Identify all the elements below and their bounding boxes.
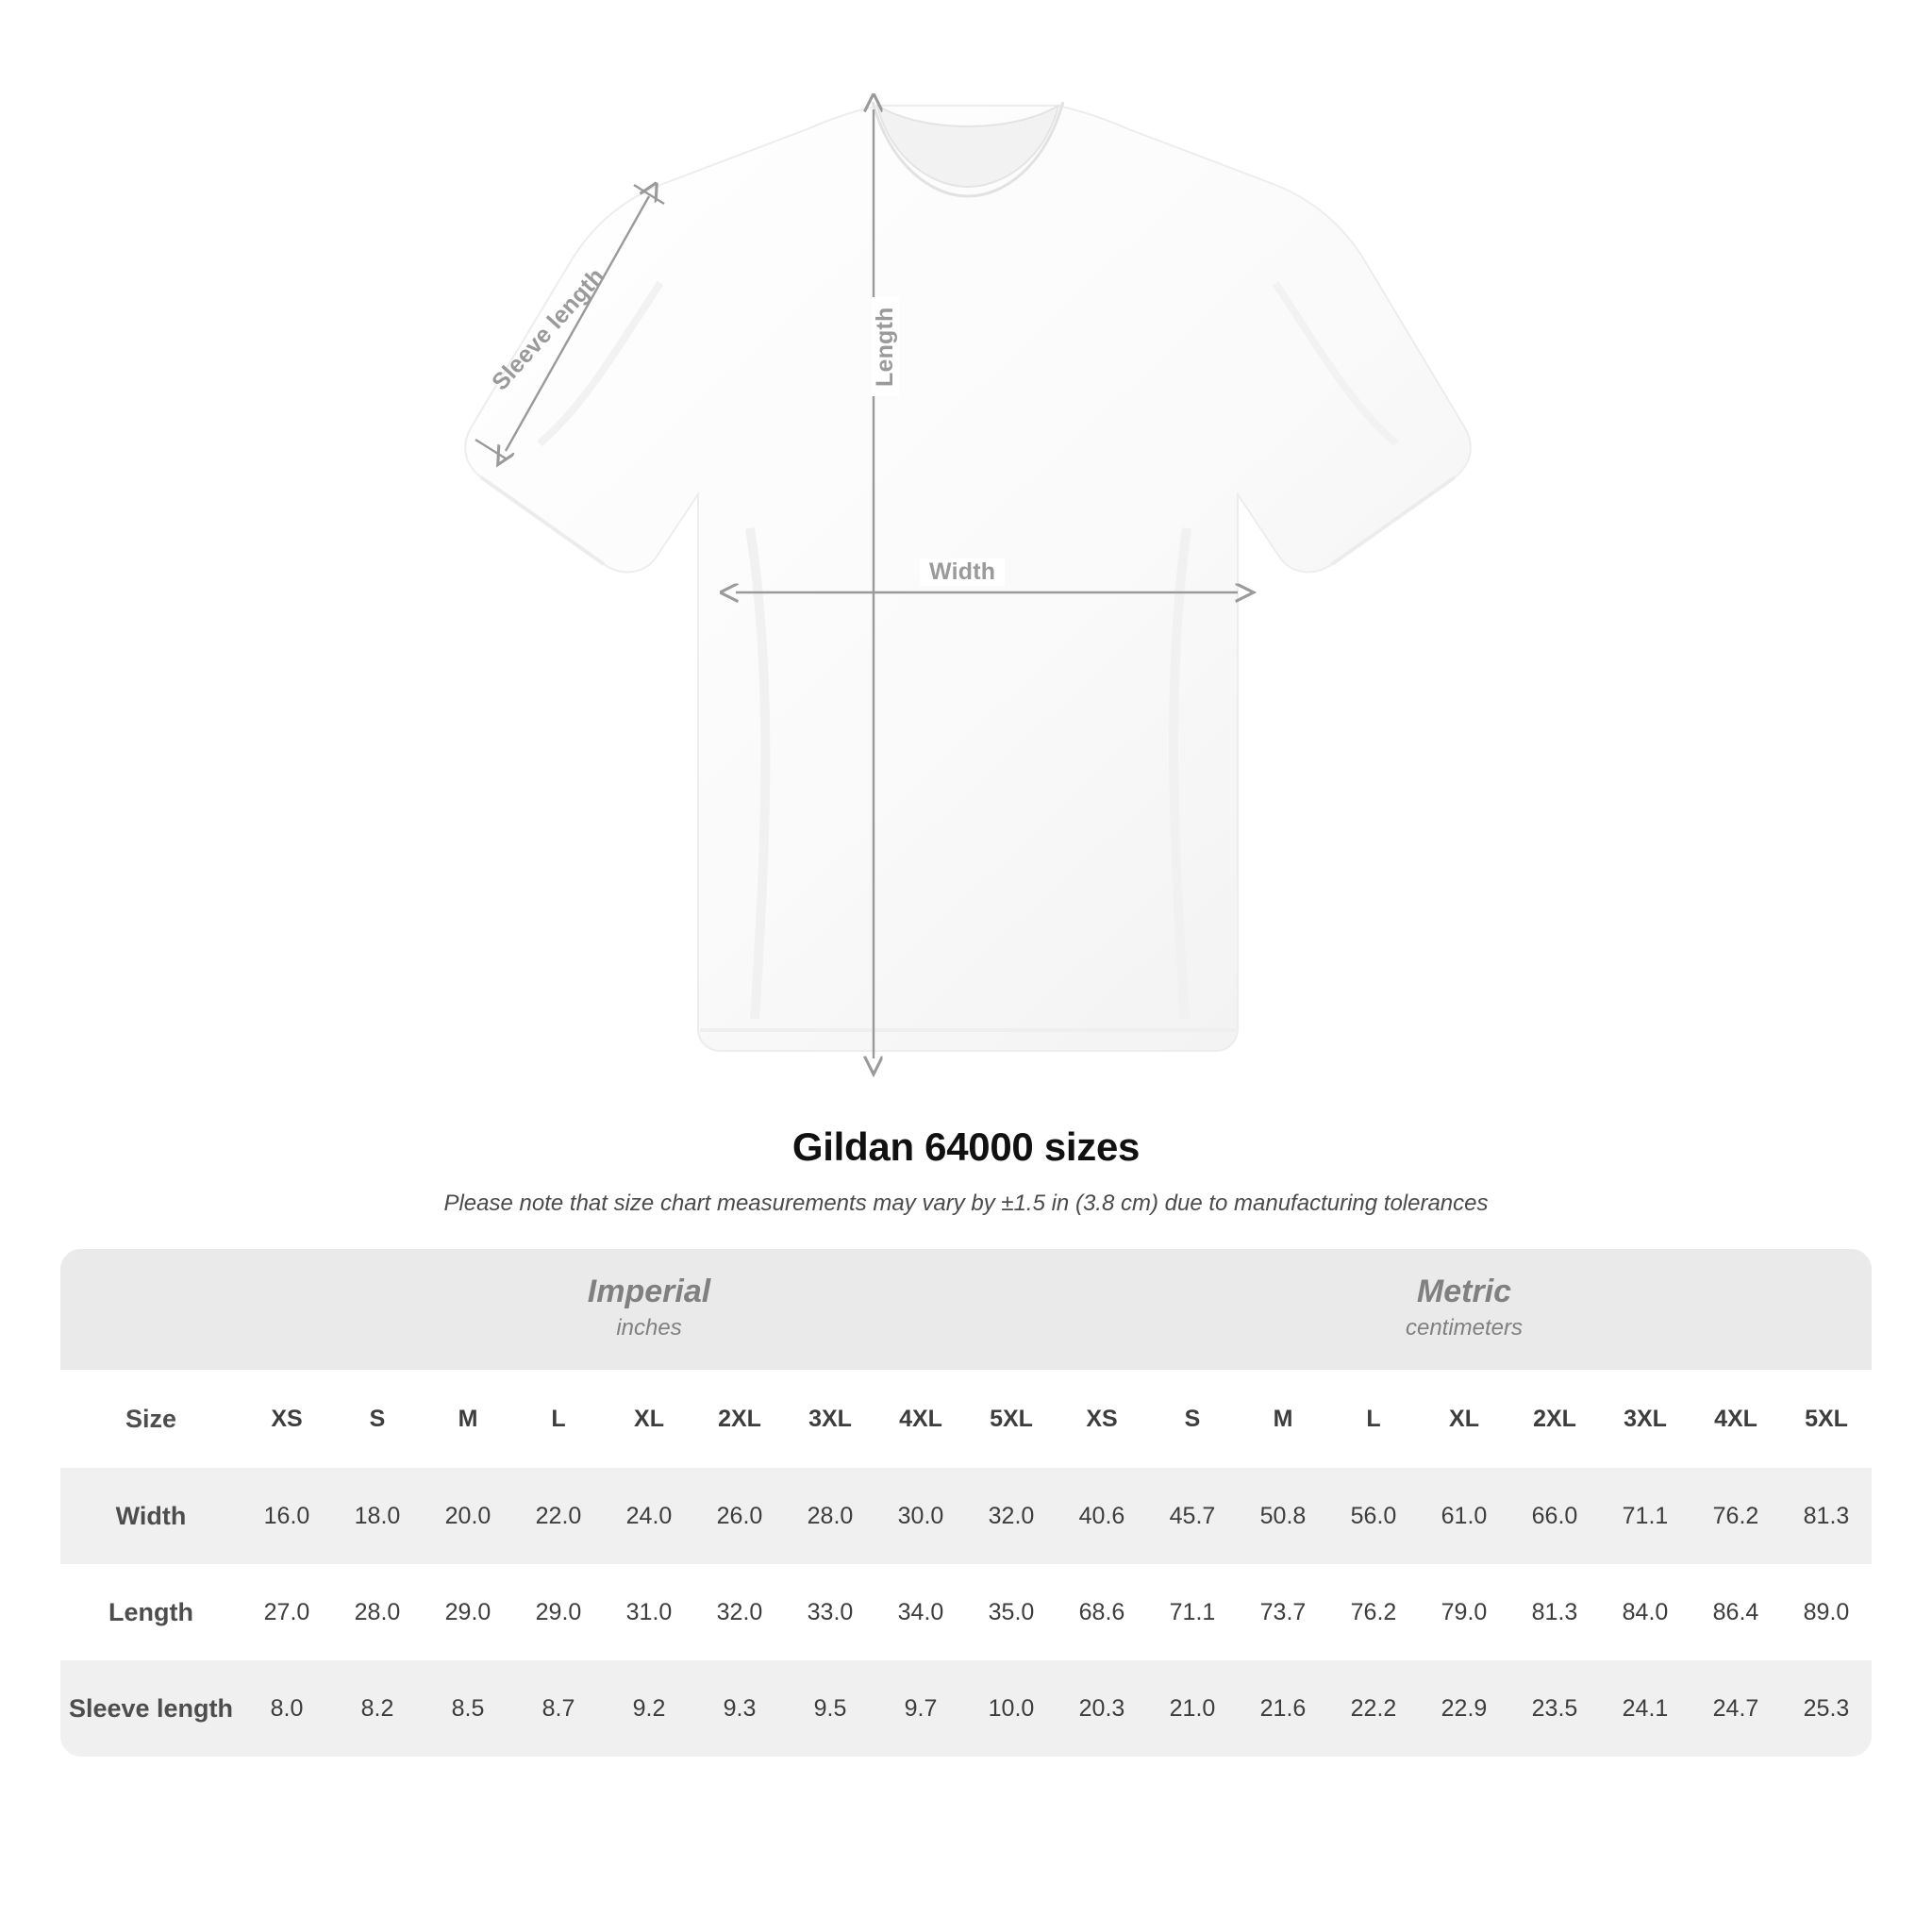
cell-length-metric-4xl: 86.4 [1690,1564,1781,1660]
header-size-metric-3xl: 3XL [1600,1370,1690,1468]
cell-sleeve-metric-2xl: 23.5 [1509,1660,1600,1757]
unit-title-metric: Metric [1416,1274,1512,1310]
cell-length-metric-xl: 79.0 [1419,1564,1509,1660]
cell-width-metric-s: 45.7 [1147,1468,1238,1564]
header-size-label: Size [60,1370,242,1468]
cell-width-imperial-m: 20.0 [423,1468,513,1564]
header-size-metric-s: S [1147,1370,1238,1468]
header-size-metric-4xl: 4XL [1690,1370,1781,1468]
cell-width-imperial-l: 22.0 [513,1468,604,1564]
header-size-metric-m: M [1238,1370,1328,1468]
cell-width-imperial-4xl: 30.0 [875,1468,966,1564]
sleeve-length-dimension-label: Sleeve length [487,262,610,396]
cell-width-metric-m: 50.8 [1238,1468,1328,1564]
header-size-metric-5xl: 5XL [1781,1370,1872,1468]
cell-width-imperial-xs: 16.0 [242,1468,332,1564]
cell-width-imperial-2xl: 26.0 [694,1468,785,1564]
row-label-width: Width [60,1468,242,1564]
cell-length-imperial-3xl: 33.0 [785,1564,875,1660]
cell-length-imperial-l: 29.0 [513,1564,604,1660]
cell-sleeve-imperial-m: 8.5 [423,1660,513,1757]
unit-header-row [60,1249,1872,1370]
cell-sleeve-imperial-l: 8.7 [513,1660,604,1757]
table-row-width [60,1468,1872,1564]
cell-width-imperial-s: 18.0 [332,1468,423,1564]
cell-length-imperial-xl: 31.0 [604,1564,694,1660]
header-size-imperial-4xl: 4XL [875,1370,966,1468]
header-size-imperial-5xl: 5XL [966,1370,1057,1468]
cell-sleeve-metric-4xl: 24.7 [1690,1660,1781,1757]
cell-width-metric-2xl: 66.0 [1509,1468,1600,1564]
cell-sleeve-imperial-s: 8.2 [332,1660,423,1757]
row-label-sleeve-length: Sleeve length [60,1660,242,1757]
row-label-length: Length [60,1564,242,1660]
unit-header-imperial [242,1249,1057,1370]
cell-sleeve-imperial-5xl: 10.0 [966,1660,1057,1757]
header-size-imperial-m: M [423,1370,513,1468]
cell-sleeve-imperial-2xl: 9.3 [694,1660,785,1757]
header-size-metric-2xl: 2XL [1509,1370,1600,1468]
cell-length-metric-5xl: 89.0 [1781,1564,1872,1660]
cell-sleeve-imperial-4xl: 9.7 [875,1660,966,1757]
header-size-imperial-xl: XL [604,1370,694,1468]
cell-sleeve-metric-xl: 22.9 [1419,1660,1509,1757]
cell-length-metric-m: 73.7 [1238,1564,1328,1660]
size-header-row [60,1370,1872,1468]
unit-sub-imperial: inches [616,1314,682,1341]
cell-length-imperial-4xl: 34.0 [875,1564,966,1660]
cell-sleeve-imperial-xs: 8.0 [242,1660,332,1757]
header-size-imperial-s: S [332,1370,423,1468]
unit-sub-metric: centimeters [1405,1314,1524,1341]
cell-width-metric-l: 56.0 [1328,1468,1419,1564]
header-size-metric-l: L [1328,1370,1419,1468]
cell-length-metric-2xl: 81.3 [1509,1564,1600,1660]
cell-width-metric-4xl: 76.2 [1690,1468,1781,1564]
cell-length-metric-l: 76.2 [1328,1564,1419,1660]
header-size-imperial-xs: XS [242,1370,332,1468]
unit-title-imperial: Imperial [587,1274,711,1310]
cell-sleeve-metric-m: 21.6 [1238,1660,1328,1757]
cell-length-imperial-m: 29.0 [423,1564,513,1660]
cell-width-metric-xs: 40.6 [1057,1468,1147,1564]
cell-length-imperial-xs: 27.0 [242,1564,332,1660]
unit-header-spacer [60,1249,242,1370]
cell-width-imperial-3xl: 28.0 [785,1468,875,1564]
cell-width-imperial-5xl: 32.0 [966,1468,1057,1564]
cell-sleeve-imperial-3xl: 9.5 [785,1660,875,1757]
page-subtitle: Please note that size chart measurements may vary by ±1.5 in (3.8 cm) due to manufacturing tolerances [443,1191,1489,1216]
cell-sleeve-metric-3xl: 24.1 [1600,1660,1690,1757]
table-row-length [60,1564,1872,1660]
title-block [0,1124,1932,1217]
cell-width-metric-xl: 61.0 [1419,1468,1509,1564]
cell-length-metric-s: 71.1 [1147,1564,1238,1660]
header-size-imperial-3xl: 3XL [785,1370,875,1468]
header-size-metric-xl: XL [1419,1370,1509,1468]
cell-length-imperial-2xl: 32.0 [694,1564,785,1660]
header-size-metric-xs: XS [1057,1370,1147,1468]
cell-length-metric-xs: 68.6 [1057,1564,1147,1660]
unit-header-metric [1057,1249,1872,1370]
cell-sleeve-metric-s: 21.0 [1147,1660,1238,1757]
cell-sleeve-metric-5xl: 25.3 [1781,1660,1872,1757]
cell-length-metric-3xl: 84.0 [1600,1564,1690,1660]
cell-width-imperial-xl: 24.0 [604,1468,694,1564]
width-dimension-label: Width [920,558,1005,586]
cell-sleeve-imperial-xl: 9.2 [604,1660,694,1757]
length-dimension-label: Length [872,297,899,396]
size-table-container [60,1249,1872,1757]
header-size-imperial-2xl: 2XL [694,1370,785,1468]
table-row-sleeve-length [60,1660,1872,1757]
page-title: Gildan 64000 sizes [791,1124,1141,1169]
cell-length-imperial-5xl: 35.0 [966,1564,1057,1660]
cell-width-metric-3xl: 71.1 [1600,1468,1690,1564]
cell-sleeve-metric-xs: 20.3 [1057,1660,1147,1757]
header-size-imperial-l: L [513,1370,604,1468]
cell-width-metric-5xl: 81.3 [1781,1468,1872,1564]
cell-sleeve-metric-l: 22.2 [1328,1660,1419,1757]
size-table [60,1249,1872,1757]
cell-length-imperial-s: 28.0 [332,1564,423,1660]
